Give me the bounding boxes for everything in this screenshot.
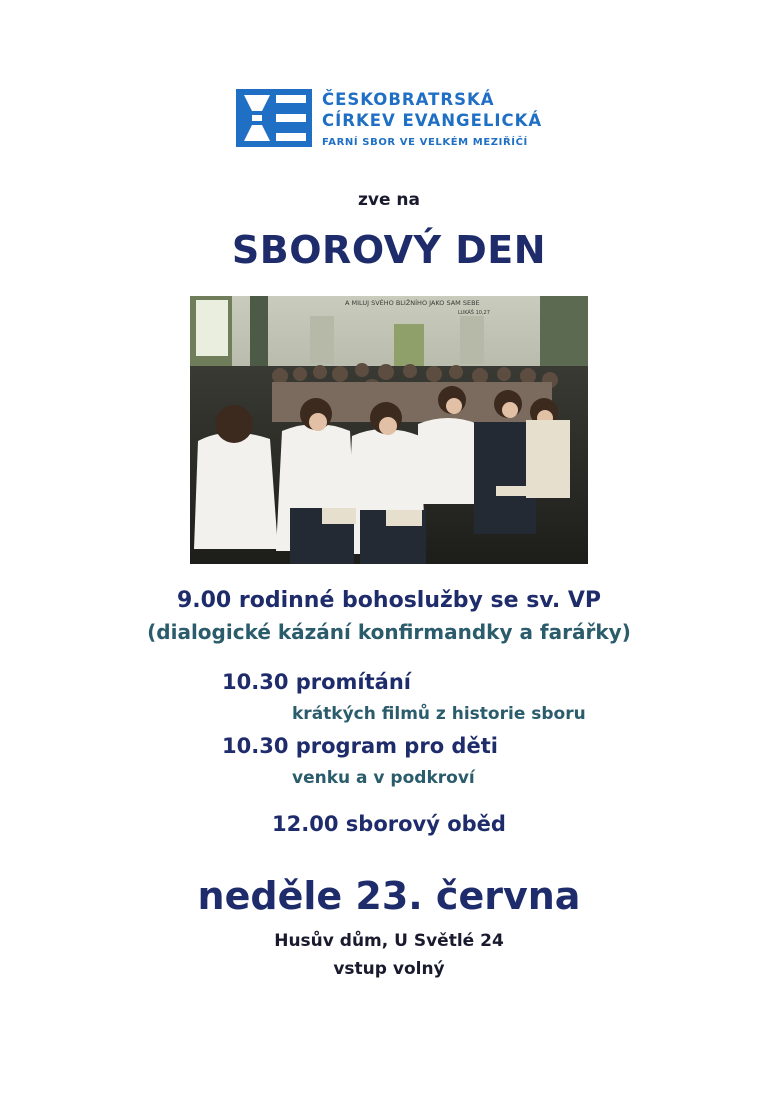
service-note: (dialogické kázání konfirmandky a farářky) — [147, 620, 631, 644]
church-logo — [236, 89, 556, 151]
chalice-cross-logo-icon — [236, 89, 312, 147]
lunch-time: 12.00 sborový oběd — [272, 812, 506, 836]
org-name-line1: ČESKOBRATRSKÁ — [322, 90, 495, 109]
invite-text: zve na — [358, 190, 420, 210]
parish-name: FARNÍ SBOR VE VELKÉM MEZIŘÍČÍ — [322, 137, 528, 148]
service-time: 9.00 rodinné bohoslužby se sv. VP — [176, 588, 602, 613]
event-date: neděle 23. června — [197, 874, 581, 918]
org-name-line2: CÍRKEV EVANGELICKÁ — [322, 111, 543, 130]
program-item-children: 10.30 program pro děti — [222, 734, 498, 758]
program-item-screening-detail: krátkých filmů z historie sboru — [292, 704, 586, 724]
wall-inscription: A MILUJ SVÉHO BLIŽNÍHO JAKO SAM SEBE — [345, 299, 480, 307]
program-item-screening: 10.30 promítání — [222, 670, 411, 694]
congregation-photo — [190, 296, 588, 564]
entry-info: vstup volný — [333, 959, 445, 979]
program-item-children-detail: venku a v podkroví — [292, 768, 475, 788]
logo-text — [322, 89, 542, 151]
event-title: SBOROVÝ DEN — [231, 228, 547, 272]
event-place: Husův dům, U Světlé 24 — [274, 931, 504, 951]
wall-inscription-ref: LUKÁŠ 10,27 — [458, 310, 490, 316]
